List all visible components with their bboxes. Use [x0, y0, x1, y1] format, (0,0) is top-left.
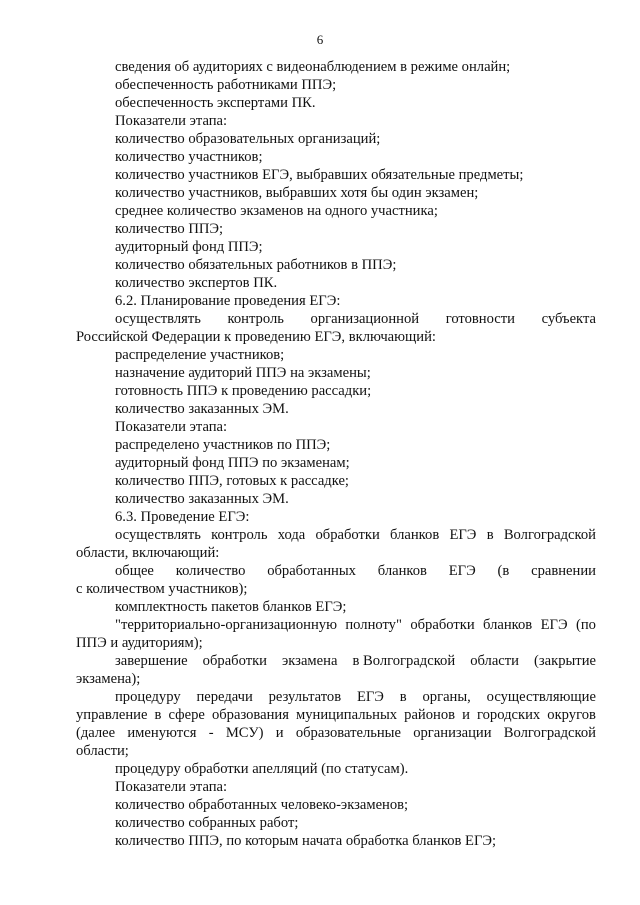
- line-word: ЕГЭ: [356, 689, 384, 705]
- line-word: завершение: [115, 653, 188, 669]
- text-line: [76, 706, 596, 724]
- line-word: образовательные: [295, 725, 401, 741]
- text-line: назначение аудиторий ППЭ на экзамены;: [115, 365, 371, 381]
- line-word: осуществляющие: [486, 689, 596, 705]
- text-line: обеспеченность работниками ППЭ;: [115, 77, 337, 93]
- line-word: экзамена: [282, 653, 338, 669]
- line-word: бланков: [390, 527, 440, 543]
- text-line: количество участников ЕГЭ, выбравших обязательные предметы;: [115, 167, 524, 183]
- line-word: и: [275, 725, 284, 741]
- text-line: области, включающий:: [76, 545, 220, 561]
- text-line: сведения об аудиториях с видеонаблюдением в режиме онлайн;: [115, 59, 511, 75]
- line-word: (в: [497, 563, 510, 579]
- line-word: сфере: [168, 707, 205, 723]
- text-line: аудиторный фонд ППЭ по экзаменам;: [115, 455, 350, 471]
- line-word: готовности: [445, 311, 515, 327]
- text-line: готовность ППЭ к проведению рассадки;: [115, 383, 372, 399]
- text-line: количество участников;: [115, 149, 263, 165]
- line-word: области: [470, 653, 519, 669]
- text-line: области;: [76, 743, 129, 759]
- line-word: управление: [76, 707, 148, 723]
- text-line: Российской Федерации к проведению ЕГЭ, включающий:: [76, 329, 436, 345]
- line-word: ЕГЭ: [540, 617, 568, 633]
- text-line: [76, 652, 596, 670]
- text-line: обеспеченность экспертами ПК.: [115, 95, 316, 111]
- line-word: и: [462, 707, 470, 723]
- text-line: [76, 310, 596, 328]
- line-word: (далее: [76, 725, 116, 741]
- text-line: количество ППЭ, по которым начата обработка бланков ЕГЭ;: [115, 833, 497, 849]
- line-word: контроль: [227, 311, 284, 327]
- line-word: количество: [175, 563, 246, 579]
- text-line: с количеством участников);: [76, 581, 248, 597]
- text-line: Показатели этапа:: [115, 779, 228, 795]
- text-line: количество участников, выбравших хотя бы один экзамен;: [115, 185, 479, 201]
- text-line: количество экспертов ПК.: [115, 275, 278, 291]
- line-word: контроль: [211, 527, 268, 543]
- line-word: ЕГЭ: [449, 527, 477, 543]
- text-line: количество заказанных ЭМ.: [115, 491, 289, 507]
- line-word: общее: [115, 563, 154, 579]
- text-line: 6.3. Проведение ЕГЭ:: [115, 509, 250, 525]
- line-word: -: [208, 725, 214, 741]
- line-word: в Волгоградской: [352, 653, 456, 669]
- text-line: [76, 724, 596, 742]
- text-line: экзамена);: [76, 671, 141, 687]
- page-number: 6: [316, 32, 324, 47]
- text-line: количество ППЭ;: [115, 221, 224, 237]
- line-word: полноту": [345, 617, 402, 633]
- line-word: передачи: [196, 689, 253, 705]
- document-body: [76, 58, 596, 850]
- line-word: сравнении: [531, 563, 596, 579]
- text-line: [76, 526, 596, 544]
- line-word: органы,: [422, 689, 471, 705]
- line-word: осуществлять: [115, 311, 201, 327]
- line-word: городских: [477, 707, 541, 723]
- text-line: количество обязательных работников в ППЭ;: [115, 257, 397, 273]
- line-word: (закрытие: [534, 653, 596, 669]
- text-line: среднее количество экзаменов на одного участника;: [115, 203, 438, 219]
- text-line: количество образовательных организаций;: [115, 131, 381, 147]
- line-word: муниципальных: [296, 707, 398, 723]
- line-word: обработки: [202, 653, 267, 669]
- text-line: количество обработанных человеко-экзаменов;: [115, 797, 409, 813]
- line-word: "территориально-организационную: [115, 617, 337, 633]
- line-word: ЕГЭ: [448, 563, 476, 579]
- line-word: округов: [547, 707, 596, 723]
- line-word: субъекта: [541, 311, 596, 327]
- line-word: образования: [211, 707, 289, 723]
- text-line: количество собранных работ;: [115, 815, 299, 831]
- text-line: процедуру обработки апелляций (по статусам).: [115, 761, 409, 777]
- line-word: в: [486, 527, 494, 543]
- text-line: распределено участников по ППЭ;: [115, 437, 331, 453]
- line-word: в: [154, 707, 162, 723]
- line-word: обработанных: [267, 563, 356, 579]
- text-line: [76, 616, 596, 634]
- text-line: [76, 562, 596, 580]
- line-word: районов: [404, 707, 456, 723]
- text-line: Показатели этапа:: [115, 113, 228, 129]
- text-line: аудиторный фонд ППЭ;: [115, 239, 263, 255]
- line-word: Волгоградской: [503, 527, 596, 543]
- line-word: процедуру: [115, 689, 181, 705]
- line-word: хода: [277, 527, 306, 543]
- line-word: Волгоградской: [503, 725, 596, 741]
- line-word: осуществлять: [115, 527, 201, 543]
- text-line: 6.2. Планирование проведения ЕГЭ:: [115, 293, 341, 309]
- line-word: результатов: [268, 689, 342, 705]
- line-word: бланков: [377, 563, 427, 579]
- text-line: ППЭ и аудиториям);: [76, 635, 203, 651]
- text-line: распределение участников;: [115, 347, 285, 363]
- line-word: обработки: [410, 617, 475, 633]
- text-line: [76, 688, 596, 706]
- line-word: МСУ): [225, 725, 264, 741]
- text-line: количество ППЭ, готовых к рассадке;: [115, 473, 349, 489]
- line-word: организации: [413, 725, 492, 741]
- text-line: количество заказанных ЭМ.: [115, 401, 289, 417]
- line-word: организационной: [310, 311, 420, 327]
- text-line: комплектность пакетов бланков ЕГЭ;: [115, 599, 347, 615]
- text-line: Показатели этапа:: [115, 419, 228, 435]
- line-word: (по: [575, 617, 596, 633]
- line-word: обработки: [315, 527, 380, 543]
- line-word: именуются: [127, 725, 197, 741]
- line-word: бланков: [483, 617, 533, 633]
- line-word: в: [399, 689, 407, 705]
